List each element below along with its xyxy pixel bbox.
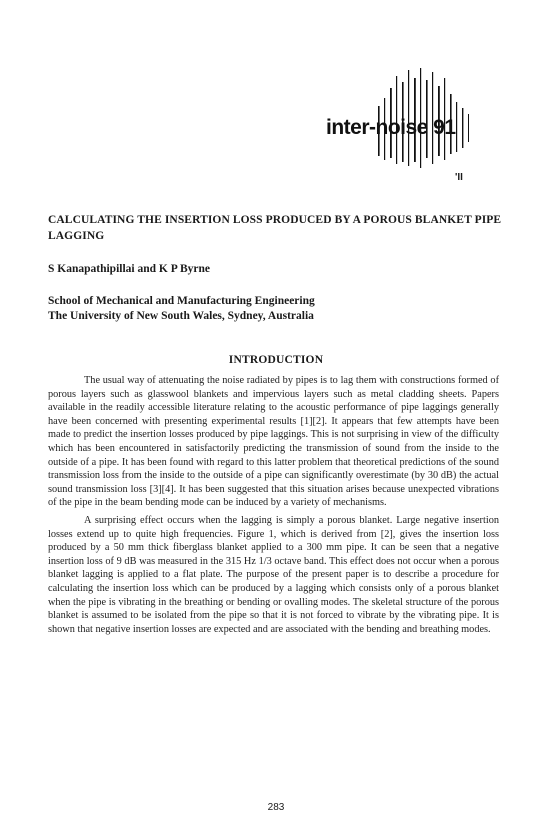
- page-number: 283: [267, 802, 285, 813]
- paragraph-1: The usual way of attenuating the noise radiated by pipes is to lag them with constructions formed of porous layers such as glasswool blankets and impervious layers such as metal cladding sheets. Papers available in the readily accessible literature relating to the acoustic performance of pipe laggings generally have been concerned with presenting experimental results [1][2]. It appears that few attempts have been made to predict the insertion losses produced by pipe laggings. This is not surprising in view of the difficulty which has been encountered in satisfactorily predicting the transmission of sound from the inside to the outside of a pipe. It has been found with regard to this latter problem that theoretical predictions of the sound transmission loss from the inside to the outside of a pipe can significantly overestimate (by 30 dB) the actual sound transmission loss [3][4]. It has been suggested that this situation arises because unexpected vibrations of the pipe in the beam bending mode can be induced by a variety of mechanisms.: [48, 375, 499, 509]
- paper-title: CALCULATING THE INSERTION LOSS PRODUCED BY A POROUS BLANKET PIPE LAGGING: [48, 214, 502, 242]
- logo-suffix: 'II: [455, 172, 463, 183]
- paper-affiliation: [48, 294, 315, 324]
- paragraph-2: A surprising effect occurs when the lagging is simply a porous blanket. Large negative insertion losses extend up to quite high frequencies. Figure 1, which is derived from [2], gives the insertion loss produced by a 50 mm thick fiberglass blanket applied to a 300 mm pipe. It can be seen that a negative insertion loss of 9 dB was measured in the 315 Hz 1/3 octave band. This effect does not occur when a porous blanket lagging is applied to a flat plate. The purpose of the present paper is to describe a procedure for calculating the insertion loss which can be produced by a lagging which consists only of a porous blanket when the pipe is vibrating in the breathing or bending or ovalling modes. The skeletal structure of the porous blanket is assumed to be isolated from the pipe so that it is not forced to vibrate by the vibrating pipe. It is shown that negative insertion losses are expected and are associated with the bending and breathing modes.: [48, 514, 499, 635]
- body-text: [48, 374, 499, 640]
- conference-logo: [318, 68, 478, 188]
- section-heading: INTRODUCTION: [228, 354, 324, 366]
- affiliation-line-2: The University of New South Wales, Sydney, Australia: [48, 310, 314, 322]
- affiliation-line-1: School of Mechanical and Manufacturing Engineering: [48, 295, 315, 307]
- logo-text: inter-noise 91: [326, 116, 456, 139]
- paper-authors: S Kanapathipillai and K P Byrne: [48, 263, 211, 275]
